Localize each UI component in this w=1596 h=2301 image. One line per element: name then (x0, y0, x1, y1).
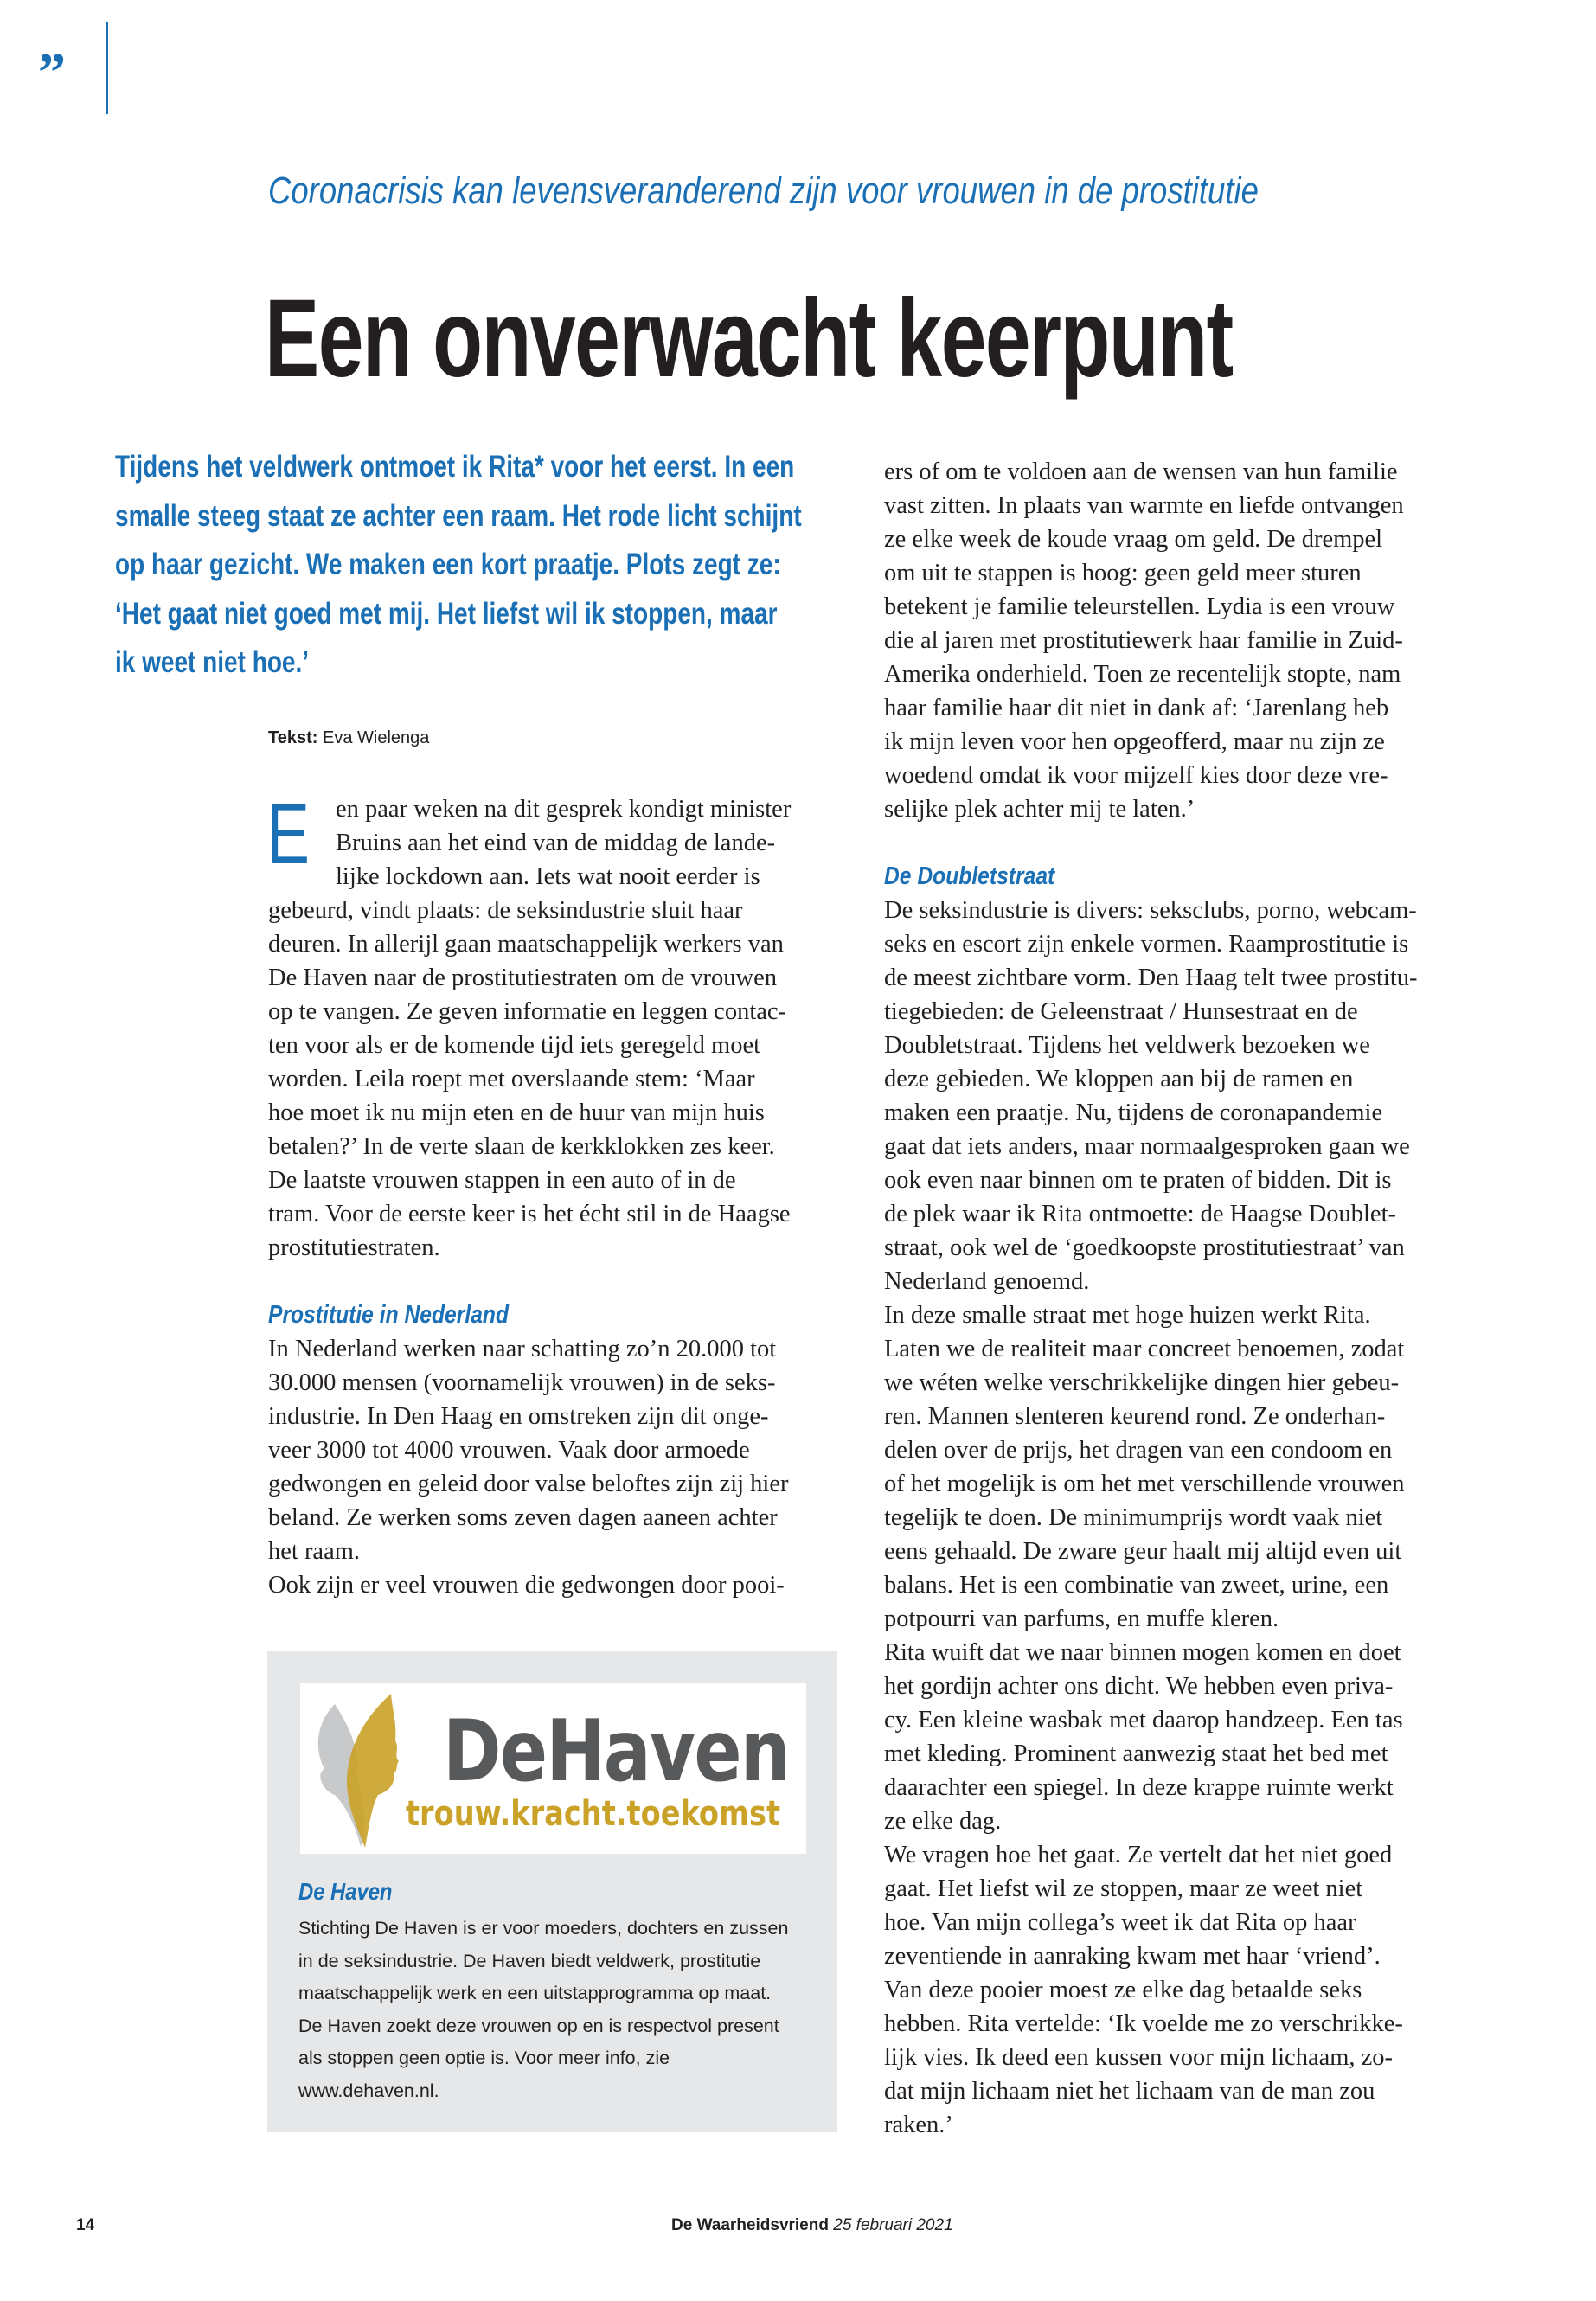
body-line: prostitutiestraten. (268, 1234, 440, 1261)
article-lede (115, 443, 980, 688)
section-divider (106, 22, 108, 114)
body-line: lijke lockdown aan. Iets wat nooit eerder is (336, 863, 760, 890)
body-line: tram. Voor de eerste keer is het écht stil in de Haagse (268, 1201, 791, 1227)
body-line: het gordijn achter ons dicht. We hebben even priva- (884, 1673, 1394, 1700)
body-line: het raam. (268, 1538, 361, 1565)
body-line: cy. Een kleine wasbak met daarop handzeep. Een tas (884, 1707, 1403, 1734)
logo-name: DeHaven (443, 1702, 790, 1801)
body-line: De laatste vrouwen stappen in een auto of in de (268, 1167, 736, 1194)
byline-author: Eva Wielenga (322, 728, 430, 747)
body-line: betekent je familie teleurstellen. Lydia is een vrouw (884, 593, 1395, 620)
body-line: daarachter een spiegel. In deze krappe ruimte werkt (884, 1774, 1394, 1801)
right-column (884, 455, 1472, 2142)
body-line: selijke plek achter mij te laten.’ (884, 796, 1195, 823)
body-line: die al jaren met prostitutiewerk haar familie in Zuid- (884, 627, 1403, 654)
body-line: We vragen hoe het gaat. Ze vertelt dat het niet goed (884, 1842, 1393, 1868)
info-box-line: Stichting De Haven is er voor moeders, dochters en zussen (298, 1918, 789, 1939)
footer-publication (671, 2216, 953, 2235)
body-line: woedend omdat ik voor mijzelf kies door deze vre- (884, 762, 1388, 789)
body-line: 30.000 mensen (voornamelijk vrouwen) in de seks- (268, 1369, 776, 1396)
publication-name: De Waarheidsvriend (671, 2216, 829, 2234)
info-box-line: maatschappelijk werk en een uitstapprogramma op maat. (298, 1983, 772, 2003)
body-line: zeventiende in aanraking kwam met haar ‘vriend’. (884, 1943, 1381, 1970)
quote-mark-icon: ” (38, 42, 66, 103)
body-line: Doubletstraat. Tijdens het veldwerk bezoeken we (884, 1032, 1370, 1059)
body-line: ook even naar binnen om te praten of bidden. Dit is (884, 1167, 1392, 1194)
body-line: Bruins aan het eind van de middag de lande- (336, 830, 776, 856)
section-heading: Prostitutie in Nederland (268, 1301, 510, 1329)
info-box-line: in de seksindustrie. De Haven biedt veldwerk, prostitutie (298, 1950, 761, 1971)
info-box-line: www.dehaven.nl. (298, 2080, 439, 2101)
body-line: balans. Het is een combinatie van zweet, urine, een (884, 1572, 1389, 1599)
info-box-body (298, 1913, 788, 2107)
body-line: De Haven naar de prostitutiestraten om de vrouwen (268, 965, 778, 991)
body-line: we wéten welke verschrikkelijke dingen hier gebeu- (884, 1369, 1400, 1396)
body-line: eens gehaald. De zware geur haalt mij altijd even uit (884, 1538, 1402, 1565)
body-line: raken.’ (884, 2112, 953, 2138)
body-line: Van deze pooier moest ze elke dag betaalde seks (884, 1977, 1362, 2003)
body-line: gaat. Het liefst wil ze stoppen, maar ze weet niet (884, 1875, 1363, 1902)
body-line: lijk vies. Ik deed een kussen voor mijn lichaam, zo- (884, 2044, 1394, 2071)
body-line: In Nederland werken naar schatting zo’n 20.000 tot (268, 1336, 777, 1362)
body-line: gedwongen en geleid door valse beloftes zijn zij hier (268, 1471, 789, 1497)
body-line: ers of om te voldoen aan de wensen van hun familie (884, 458, 1398, 485)
byline (268, 728, 429, 748)
body-line: hoe. Van mijn collega’s weet ik dat Rita op haar (884, 1909, 1356, 1936)
body-line: dat mijn lichaam niet het lichaam van de man zou (884, 2078, 1375, 2105)
logo-tagline: trouw.kracht.toekomst (406, 1794, 781, 1834)
info-box-line: als stoppen geen optie is. Voor meer info, zie (298, 2048, 670, 2068)
lede-line: op haar gezicht. We maken een kort praatje. Plots zegt ze: (115, 548, 781, 581)
body-line: tegelijk te doen. De minimumprijs wordt vaak niet (884, 1504, 1383, 1531)
body-line: veer 3000 tot 4000 vrouwen. Vaak door armoede (268, 1437, 750, 1464)
lede-line: smalle steeg staat ze achter een raam. Het rode licht schijnt (115, 498, 802, 533)
dehaven-logo (300, 1683, 806, 1854)
body-line: Ook zijn er veel vrouwen die gedwongen door pooi- (268, 1572, 785, 1599)
body-line: ze elke dag. (884, 1808, 1002, 1835)
body-line: en paar weken na dit gesprek kondigt minister (336, 796, 792, 823)
body-line: hoe moet ik nu mijn eten en de huur van mijn huis (268, 1099, 765, 1126)
body-line: seks en escort zijn enkele vormen. Raamprostitutie is (884, 931, 1409, 958)
body-line: Laten we de realiteit maar concreet benoemen, zodat (884, 1336, 1405, 1362)
drop-cap: E (266, 785, 311, 882)
left-column (266, 785, 856, 1602)
body-line: Rita wuift dat we naar binnen mogen komen en doet (884, 1639, 1401, 1666)
body-line: hebben. Rita vertelde: ‘Ik voelde me zo verschrikke- (884, 2010, 1403, 2037)
body-line: gaat dat iets anders, maar normaalgesproken gaan we (884, 1133, 1410, 1160)
body-line: de plek waar ik Rita ontmoette: de Haagse Doublet- (884, 1201, 1396, 1227)
body-line: maken een praatje. Nu, tijdens de coronapandemie (884, 1099, 1383, 1126)
body-line: ten voor als er de komende tijd iets geregeld moet (268, 1032, 761, 1059)
lede-line: Tijdens het veldwerk ontmoet ik Rita* voor het eerst. In een (115, 450, 795, 484)
body-line: of het mogelijk is om het met verschillende vrouwen (884, 1471, 1405, 1497)
lede-line: ‘Het gaat niet goed met mij. Het liefst wil ik stoppen, maar (115, 596, 778, 631)
body-line: ik mijn leven voor hen opgeofferd, maar nu zijn ze (884, 728, 1385, 755)
body-line: ren. Mannen slenteren keurend rond. Ze onderhan- (884, 1403, 1386, 1430)
publication-date: 25 februari 2021 (833, 2216, 953, 2234)
lede-line: ik weet niet hoe.’ (115, 645, 310, 679)
body-line: met kleding. Prominent aanwezig staat het bed met (884, 1740, 1388, 1767)
info-box (267, 1651, 837, 2132)
body-line: deuren. In allerijl gaan maatschappelijk werkers van (268, 931, 784, 958)
body-line: om uit te stappen is hoog: geen geld meer sturen (884, 560, 1362, 586)
body-line: de meest zichtbare vorm. Den Haag telt twee prostitu- (884, 965, 1418, 991)
body-line: straat, ook wel de ‘goedkoopste prostitutiestraat’ van (884, 1234, 1405, 1261)
body-line: delen over de prijs, het dragen van een condoom en (884, 1437, 1393, 1464)
body-line: industrie. In Den Haag en omstreken zijn dit onge- (268, 1403, 769, 1430)
body-line: gebeurd, vindt plaats: de seksindustrie sluit haar (268, 897, 743, 924)
body-line: In deze smalle straat met hoge huizen werkt Rita. (884, 1302, 1371, 1329)
body-line: worden. Leila roept met overslaande stem: ‘Maar (268, 1066, 755, 1093)
page-number: 14 (76, 2216, 95, 2234)
section-heading: De Doubletstraat (884, 862, 1055, 890)
body-line: beland. Ze werken soms zeven dagen aaneen achter (268, 1504, 778, 1531)
body-line: tiegebieden: de Geleenstraat / Hunsestraat en de (884, 998, 1358, 1025)
info-box-heading: De Haven (298, 1878, 393, 1905)
info-box-line: De Haven zoekt deze vrouwen op en is respectvol present (298, 2015, 779, 2036)
article-title: Een onverwacht keerpunt (265, 277, 1233, 401)
body-line: op te vangen. Ze geven informatie en leggen contac- (268, 998, 787, 1025)
body-line: ze elke week de koude vraag om geld. De drempel (884, 526, 1383, 553)
body-line: Nederland genoemd. (884, 1268, 1090, 1295)
body-line: vast zitten. In plaats van warmte en liefde ontvangen (884, 492, 1404, 519)
body-line: potpourri van parfums, en muffe kleren. (884, 1606, 1279, 1632)
body-line: Amerika onderhield. Toen ze recentelijk stopte, nam (884, 661, 1401, 688)
body-line: deze gebieden. We kloppen aan bij de ramen en (884, 1066, 1354, 1093)
byline-label: Tekst: (268, 728, 318, 747)
article-subtitle: Coronacrisis kan levensveranderend zijn voor vrouwen in de prostitutie (268, 170, 1259, 212)
body-line: De seksindustrie is divers: seksclubs, porno, webcam- (884, 897, 1417, 924)
body-line: betalen?’ In de verte slaan de kerkklokken zes keer. (268, 1133, 775, 1160)
body-line: haar familie haar dit niet in dank af: ‘Jarenlang heb (884, 695, 1389, 721)
woman-profile-logo-icon (309, 1687, 421, 1851)
